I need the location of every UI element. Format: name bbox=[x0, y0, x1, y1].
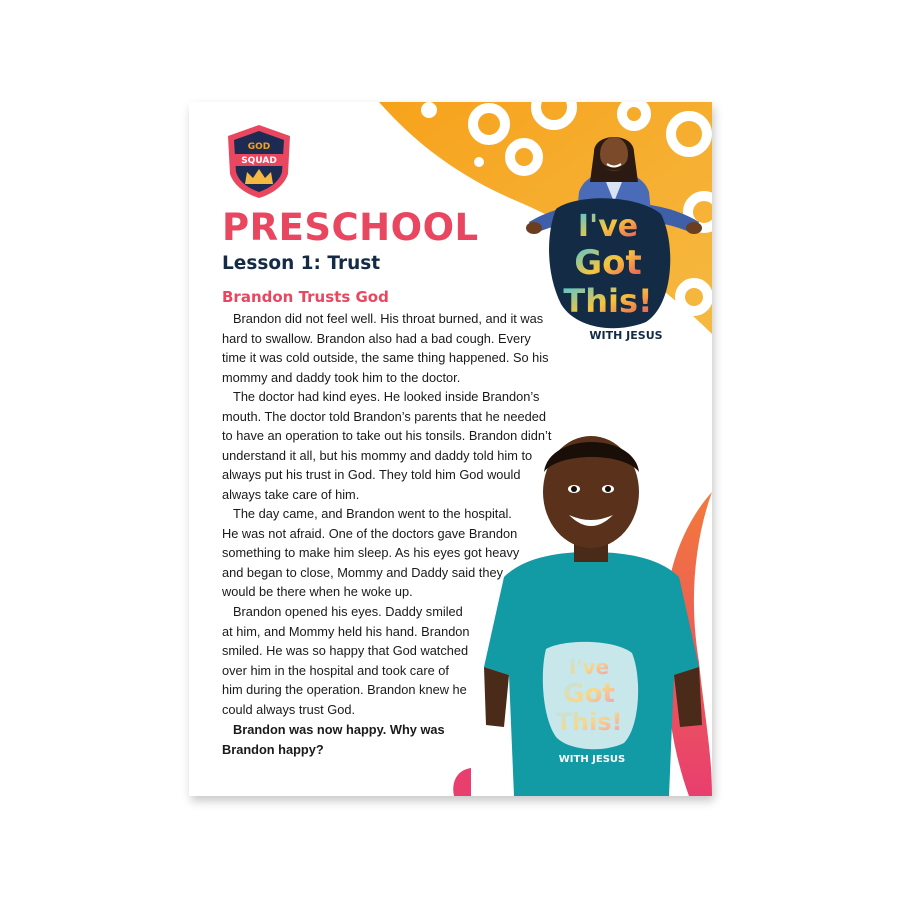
god-squad-badge bbox=[220, 122, 298, 200]
logo-text-this: This! bbox=[563, 282, 653, 320]
badge-text-god: GOD bbox=[247, 142, 271, 152]
worksheet-page bbox=[189, 102, 712, 796]
logo-text-got: Got bbox=[574, 243, 642, 283]
page-heading: PRESCHOOL bbox=[222, 206, 479, 249]
story-paragraph-4: Brandon opened his eyes. Daddy smiled at him, and Mommy held his hand. Brandon smiled. He was so happy that God watched over him in the hospital and took care of him during the operation. Brandon knew he could always trust God. bbox=[222, 604, 470, 717]
logo-tagline: WITH JESUS bbox=[589, 329, 663, 342]
shirt-logo-this: This! bbox=[555, 708, 623, 736]
shirt-logo-got: Got bbox=[563, 679, 615, 709]
ive-got-this-logo bbox=[546, 194, 676, 344]
story-paragraph-1: Brandon did not feel well. His throat burned, and it was hard to swallow. Brandon also had a bad cough. Every time it was cold outside, the same thing happened. So his mommy and daddy took him to the doctor. bbox=[222, 311, 549, 385]
story-paragraph-2: The doctor had kind eyes. He looked inside Brandon’s mouth. The doctor told Brandon’s parents that he needed to have an operation to take out his tonsils. Brandon didn’t understand it all, but his mommy and daddy told him to always put his trust in God. They told him God would always take care of him. bbox=[222, 389, 552, 502]
badge-text-squad: SQUAD bbox=[241, 156, 277, 166]
story-title: Brandon Trusts God bbox=[222, 288, 389, 306]
boy-photo bbox=[474, 427, 712, 796]
shirt-logo-ive: I've bbox=[568, 655, 610, 679]
shirt-logo-tagline: WITH JESUS bbox=[558, 754, 626, 765]
lesson-title: Lesson 1: Trust bbox=[222, 253, 381, 274]
logo-text-ive: I've bbox=[577, 209, 639, 244]
story-paragraph-3: The day came, and Brandon went to the hospital. He was not afraid. One of the doctors gave Brandon something to make him sleep. As his eyes got heavy and began to close, Mommy and Daddy said they would be there when he woke up. bbox=[222, 506, 520, 600]
story-question: Brandon was now happy. Why was Brandon happy? bbox=[222, 722, 445, 757]
